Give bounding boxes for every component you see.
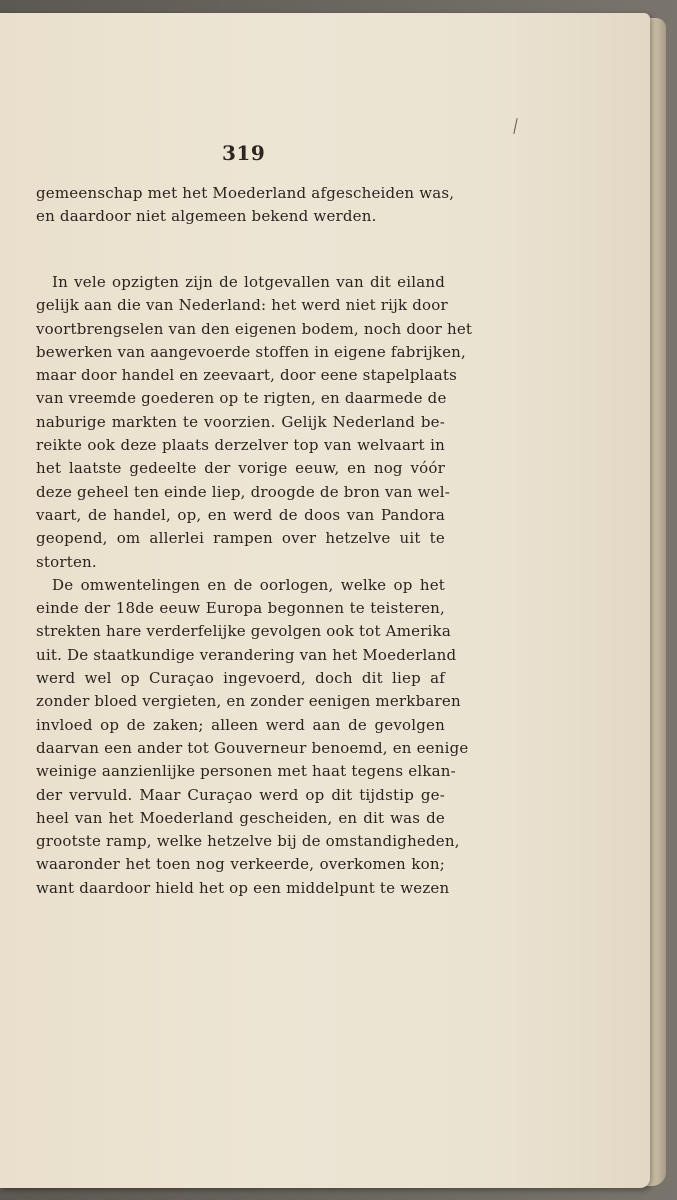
text-line: invloed op de zaken; alleen werd aan de gevolgen bbox=[36, 715, 445, 734]
text-line: storten. bbox=[36, 552, 97, 571]
text-line: heel van het Moederland gescheiden, en dit was de bbox=[36, 808, 445, 827]
text-line: voortbrengselen van den eigenen bodem, noch door het bbox=[36, 319, 473, 338]
page-number: 319 bbox=[222, 141, 266, 165]
text-line: reikte ook deze plaats derzelver top van welvaart in bbox=[36, 436, 445, 455]
paragraph-continuation bbox=[36, 182, 455, 229]
text-line: gelijk aan die van Nederland: het werd niet rijk door bbox=[36, 296, 448, 315]
text-line: uit. De staatkundige verandering van het Moederland bbox=[36, 645, 457, 664]
text-line: einde der 18de eeuw Europa begonnen te teisteren, bbox=[36, 599, 445, 618]
text-line: werd wel op Curaçao ingevoerd, doch dit liep af bbox=[36, 669, 445, 688]
text-line: strekten hare verderfelijke gevolgen ook tot Amerika bbox=[36, 622, 451, 641]
text-line: De omwentelingen en de oorlogen, welke op het bbox=[52, 575, 445, 594]
paragraph-main bbox=[36, 271, 473, 900]
text-line: der vervuld. Maar Curaçao werd op dit tijdstip ge- bbox=[36, 785, 445, 804]
text-line: weinige aanzienlijke personen met haat tegens elkan- bbox=[36, 762, 456, 781]
text-line: In vele opzigten zijn de lotgevallen van dit eiland bbox=[52, 273, 445, 291]
text-line: van vreemde goederen op te rigten, en daarmede de bbox=[36, 389, 447, 408]
text-line: gemeenschap met het Moederland afgescheiden was, bbox=[36, 184, 455, 202]
text-line: geopend, om allerlei rampen over hetzelve uit te bbox=[36, 529, 445, 548]
text-line: het laatste gedeelte der vorige eeuw, en nog vóór bbox=[36, 459, 445, 478]
text-line: naburige markten te voorzien. Gelijk Nederland be- bbox=[36, 412, 445, 431]
text-line: waaronder het toen nog verkeerde, overkomen kon; bbox=[36, 855, 445, 874]
text-line: zonder bloed vergieten, en zonder eenigen merkbaren bbox=[36, 692, 461, 711]
text-line: grootste ramp, welke hetzelve bij de omstandigheden, bbox=[36, 832, 460, 851]
text-line: deze geheel ten einde liep, droogde de bron van wel- bbox=[36, 482, 451, 501]
text-line: maar door handel en zeevaart, door eene stapelplaats bbox=[36, 366, 458, 385]
text-line: bewerken van aangevoerde stoffen in eigene fabrijken, bbox=[36, 342, 466, 361]
text-line: want daardoor hield het op een middelpunt te wezen bbox=[36, 878, 450, 897]
text-line: en daardoor niet algemeen bekend werden. bbox=[36, 207, 377, 226]
text-line: vaart, de handel, op, en werd de doos van Pandora bbox=[36, 505, 445, 524]
text-line: daarvan een ander tot Gouverneur benoemd, en eenige bbox=[36, 738, 469, 757]
